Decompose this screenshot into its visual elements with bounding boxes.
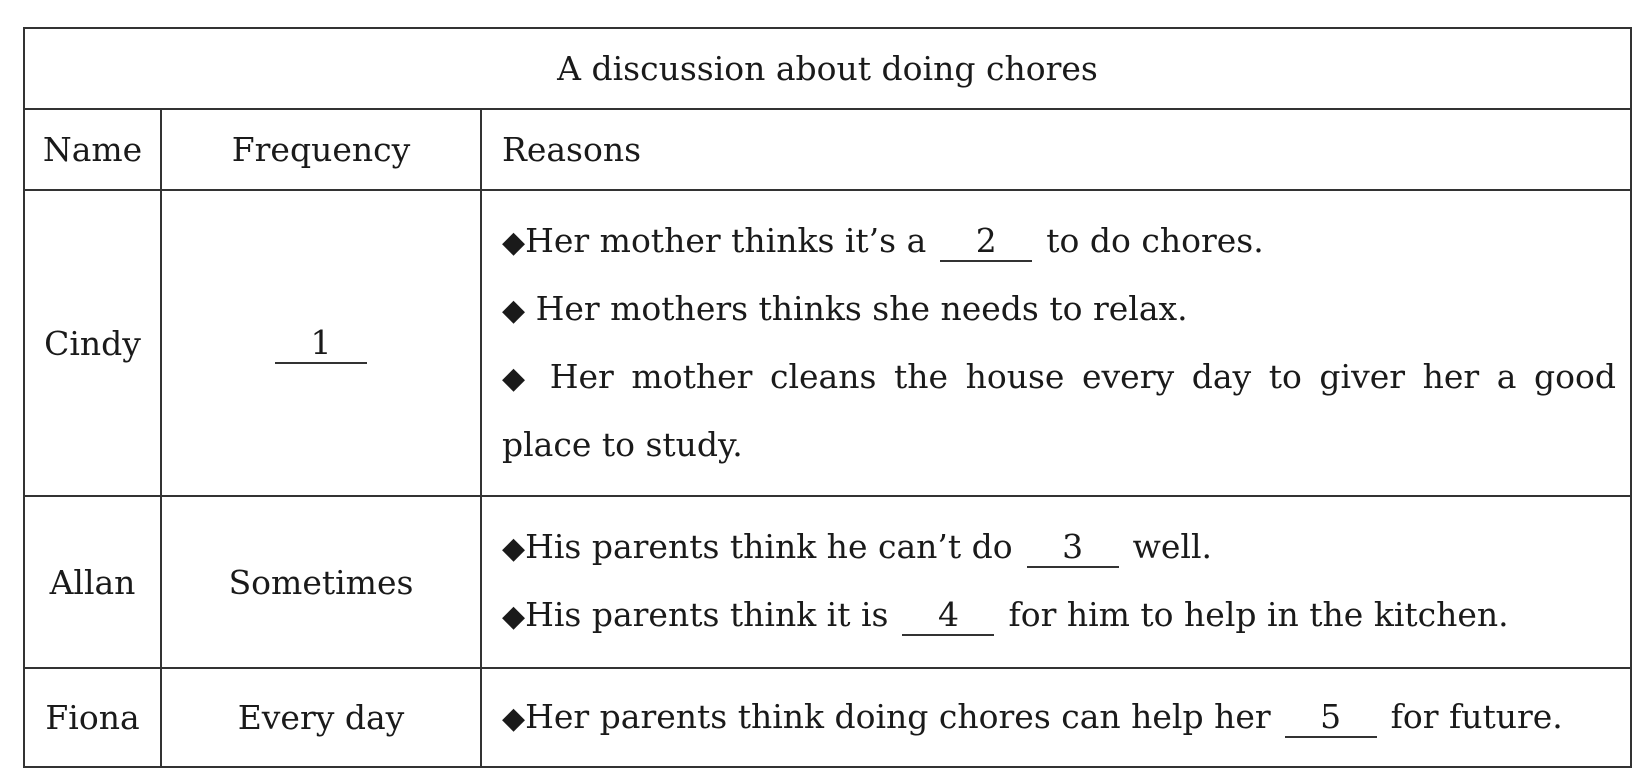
reason-item <box>502 582 1616 650</box>
name-cell: Cindy <box>24 190 161 496</box>
reason-text: Her mother cleans the house every day to giver her a good place to study. <box>502 357 1616 464</box>
table-row-fiona <box>24 668 1631 767</box>
name-cell: Fiona <box>24 668 161 767</box>
header-frequency: Frequency <box>161 109 481 190</box>
reason-item <box>502 208 1616 276</box>
reasons-cell <box>481 496 1631 668</box>
reason-text: Her parents think doing chores can help her <box>525 696 1271 736</box>
diamond-bullet-icon: ◆ <box>502 293 526 328</box>
table-title: A discussion about doing chores <box>24 28 1631 109</box>
reason-text: Her mother thinks it’s a <box>525 221 927 260</box>
diamond-bullet-icon: ◆ <box>502 700 526 736</box>
reason-text: for him to help in the kitchen. <box>1008 595 1509 634</box>
reason-item <box>502 684 1616 752</box>
diamond-bullet-icon: ◆ <box>502 531 526 566</box>
frequency-cell <box>161 190 481 496</box>
name-cell: Allan <box>24 496 161 668</box>
answer-blank-4[interactable]: 4 <box>902 596 994 636</box>
reason-text: Her mothers thinks she needs to relax. <box>525 289 1188 328</box>
reason-text: His parents think it is <box>525 595 889 634</box>
answer-blank-1[interactable]: 1 <box>275 324 367 364</box>
table-row-cindy <box>24 190 1631 496</box>
reason-text: His parents think he can’t do <box>525 527 1013 566</box>
chores-table <box>23 27 1632 768</box>
header-row <box>24 109 1631 190</box>
reason-text: well. <box>1132 527 1212 566</box>
reason-text: to do chores. <box>1046 221 1264 260</box>
diamond-bullet-icon: ◆ <box>502 599 526 634</box>
reason-item <box>502 276 1616 344</box>
header-name: Name <box>24 109 161 190</box>
answer-blank-3[interactable]: 3 <box>1027 528 1119 568</box>
diamond-bullet-icon: ◆ <box>502 225 526 260</box>
frequency-cell: Sometimes <box>161 496 481 668</box>
frequency-cell: Every day <box>161 668 481 767</box>
reasons-cell <box>481 190 1631 496</box>
reason-item <box>502 514 1616 582</box>
reason-text: for future. <box>1390 696 1563 736</box>
table-row-allan <box>24 496 1631 668</box>
reason-item <box>502 344 1616 478</box>
answer-blank-2[interactable]: 2 <box>940 222 1032 262</box>
answer-blank-5[interactable]: 5 <box>1285 698 1377 738</box>
reasons-cell <box>481 668 1631 767</box>
diamond-bullet-icon: ◆ <box>502 361 533 396</box>
header-reasons: Reasons <box>481 109 1631 190</box>
